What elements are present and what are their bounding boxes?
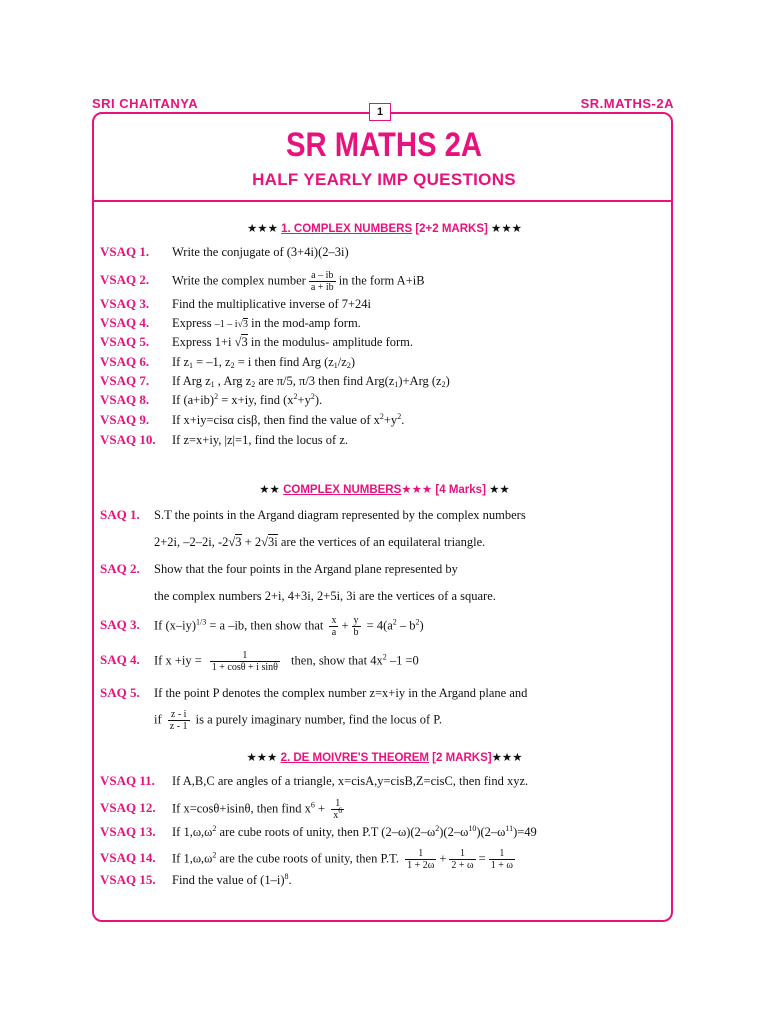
question-row	[0, 559, 768, 579]
question-label: VSAQ 10.	[100, 432, 156, 447]
question-label: SAQ 1.	[100, 507, 140, 522]
fraction: $\frac{1}{2 + \omega}$	[451, 848, 474, 871]
question-text: If the point P denotes the complex number z=x+iy in the Argand plane and	[154, 686, 528, 700]
question-row	[0, 430, 768, 450]
question-text: Express 1+i √3 in the modulus- amplitude form.	[172, 335, 413, 349]
question-row	[0, 650, 768, 673]
question-text: If A,B,C are angles of a triangle, x=cisA,y=cisB,Z=cisC, then find xyz.	[172, 774, 529, 788]
section-heading-complex-2marks: ★★★ 1. COMPLEX NUMBERS [2+2 MARKS] ★★★	[247, 223, 522, 235]
question-label: SAQ 4.	[100, 652, 140, 667]
question-row	[0, 242, 768, 262]
fraction: $\frac{1}{\text{1 + cosθ + i sinθ}}$	[211, 650, 278, 673]
question-label: VSAQ 8.	[100, 392, 150, 407]
question-row	[0, 798, 768, 821]
question-text: If x +iy = $\frac{1}{\text{1 + cosθ + i sinθ}}$ then, show that $4x^2$ –1 =0	[154, 650, 419, 673]
question-row	[0, 294, 768, 314]
question-continuation	[0, 709, 768, 732]
question-row	[0, 683, 768, 703]
question-label: VSAQ 4.	[100, 315, 150, 330]
question-text: If $z_1 = -1$, $z_2 = i$ then find Arg $(z_1/z_2)$	[172, 355, 355, 370]
question-label: VSAQ 2.	[100, 272, 150, 287]
question-label: VSAQ 13.	[100, 824, 156, 839]
question-row	[0, 615, 768, 638]
question-label: VSAQ 6.	[100, 354, 150, 369]
question-label: SAQ 5.	[100, 685, 140, 700]
question-label: VSAQ 9.	[100, 412, 150, 427]
fraction: $\frac{z - i}{z - 1}$	[169, 709, 188, 732]
page-title: SR MATHS 2A	[285, 126, 483, 164]
question-text: Show that the four points in the Argand plane represented by	[154, 562, 458, 576]
question-row	[0, 270, 768, 293]
title-separator	[94, 200, 671, 202]
question-label: VSAQ 1.	[100, 244, 150, 259]
fraction: $\frac{y}{b}$	[353, 615, 359, 638]
question-text: Find the value of $(1-i)^8$.	[172, 872, 292, 887]
question-text: S.T the points in the Argand diagram represented by the complex numbers	[154, 508, 526, 522]
page-number: 1	[369, 103, 391, 121]
question-text: Write the conjugate of (3+4i)(2–3i)	[172, 245, 349, 259]
question-label: SAQ 3.	[100, 617, 140, 632]
question-row	[0, 771, 768, 791]
question-label: VSAQ 14.	[100, 850, 156, 865]
fraction: $\frac{x}{a}$	[331, 615, 337, 638]
question-label: VSAQ 11.	[100, 773, 155, 788]
question-row	[0, 313, 768, 333]
header-school: SRI CHAITANYA	[92, 96, 199, 111]
question-text: If $(x-iy)^{1/3} = a$ –ib, then show that $\frac{x}{a}$ + $\frac{y}{b}$ = $4(a^2 - b^2)$	[154, 615, 424, 638]
question-text: If $1,\omega,\omega^2$ are the cube roots of unity, then P.T. $\frac{1}{1 + 2\omega}$ + $\frac{1}{2 + \omega}$ = $\frac{1}{1 + \omega}$	[172, 848, 513, 871]
question-text: If $1,\omega,\omega^2$ are cube roots of unity, then P.T $(2-\omega)(2-\omega^2)(2-\omega^{10})(2-\omega^{11})=49$	[172, 824, 537, 839]
question-label: SAQ 2.	[100, 561, 140, 576]
question-text: If z=x+iy, |z|=1, find the locus of z.	[172, 433, 348, 447]
section-heading-complex-4marks: ★★ COMPLEX NUMBERS★★★ [4 Marks] ★★	[259, 484, 510, 496]
question-text: Find the multiplicative inverse of 7+24i	[172, 297, 372, 311]
question-row	[0, 410, 768, 430]
question-label: VSAQ 5.	[100, 334, 150, 349]
question-text: If $(a+ib)^2 = x+iy$, find $(x^2+y^2)$.	[172, 392, 323, 407]
header-subject: SR.MATHS-2A	[580, 96, 674, 111]
question-text: Express –1 – i√3 in the mod-amp form.	[172, 316, 361, 330]
fraction: $\frac{1}{1 + \omega}$	[490, 848, 513, 871]
question-text: 2+2i, –2–2i, -2√3 + 2√3i are the vertices of an equilateral triangle.	[154, 535, 486, 549]
question-continuation	[0, 586, 768, 606]
question-label: VSAQ 15.	[100, 872, 156, 887]
question-row	[0, 870, 768, 890]
question-text: If x=cosθ+isinθ, then find $x^6$ + $\frac{1}{x^6}$	[172, 798, 343, 821]
section-heading-de-moivre: ★★★ 2. DE MOIVRE'S THEOREM [2 MARKS]★★★	[246, 752, 523, 764]
question-row	[0, 505, 768, 525]
question-row	[0, 390, 768, 410]
question-row	[0, 332, 768, 352]
question-text: If Arg $z_1$ , Arg $z_2$ are π/5, π/3 then find $Arg(z_1)+Arg$ $(z_2)$	[172, 374, 450, 389]
question-continuation	[0, 532, 768, 552]
question-label: VSAQ 12.	[100, 800, 156, 815]
fraction: $\frac{a - ib}{a + ib}$	[310, 270, 334, 293]
fraction: $\frac{1}{x^6}$	[333, 798, 343, 821]
question-text: if $\frac{z - i}{z - 1}$ is a purely imaginary number, find the locus of P.	[154, 709, 442, 732]
page-subtitle: HALF YEARLY IMP QUESTIONS	[252, 170, 516, 189]
question-row	[0, 371, 768, 391]
question-row	[0, 822, 768, 842]
question-row	[0, 848, 768, 871]
question-label: VSAQ 7.	[100, 373, 150, 388]
question-text: Write the complex number $\frac{a - ib}{a + ib}$ in the form A+iB	[172, 270, 425, 293]
question-row	[0, 352, 768, 372]
fraction: $\frac{1}{1 + 2\omega}$	[407, 848, 435, 871]
question-label: VSAQ 3.	[100, 296, 150, 311]
question-text: the complex numbers 2+i, 4+3i, 2+5i, 3i are the vertices of a square.	[154, 589, 496, 603]
question-text: If x+iy=cisα cisβ, then find the value of $x^2+y^2$.	[172, 412, 405, 427]
